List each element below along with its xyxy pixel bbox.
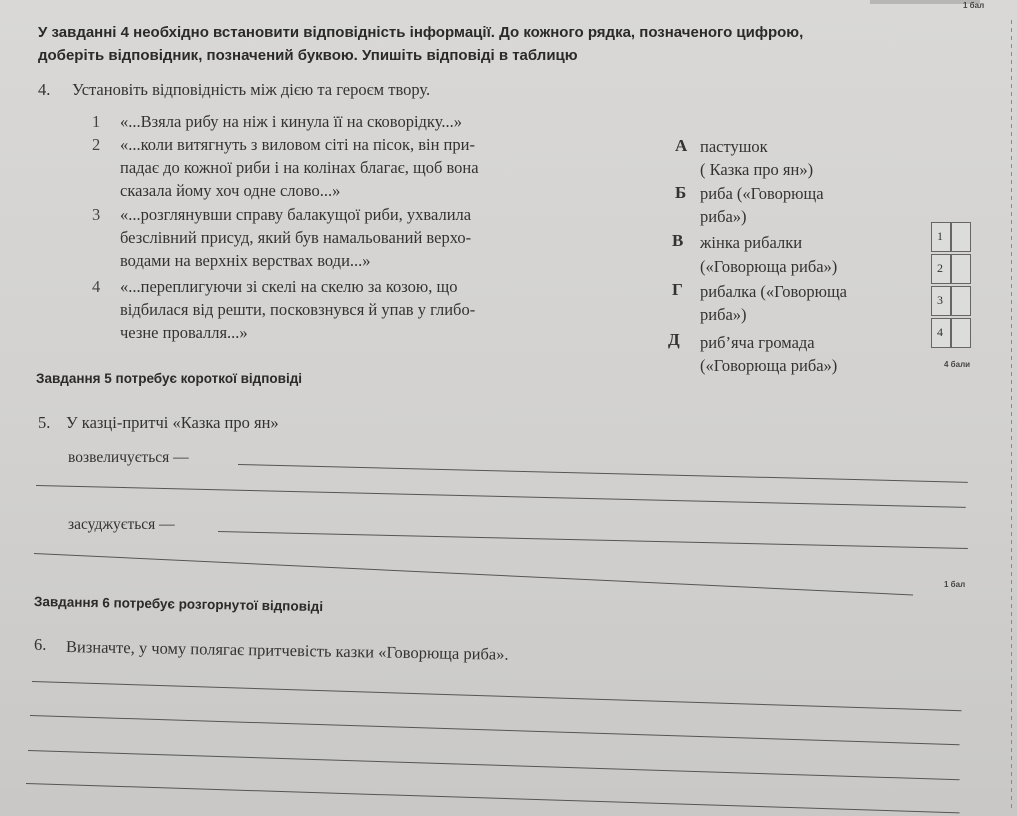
item-4-number: 4 — [92, 277, 101, 296]
task5-answer-line-2[interactable] — [36, 485, 966, 508]
answer-row-4-input[interactable] — [951, 318, 971, 348]
item-1-text: «...Взяла рибу на ніж і кинула її на сковорідку...» — [120, 112, 462, 131]
item-2-line2: падає до кожної риби і на колінах благає, щоб вона — [120, 158, 479, 177]
option-b-line2: риба») — [700, 207, 747, 226]
option-g-line2: риба») — [700, 305, 747, 324]
option-d-line2: («Говорюща риба») — [700, 356, 838, 375]
item-2-number: 2 — [92, 135, 101, 154]
task5-label-exalted: возвеличується — — [68, 449, 189, 466]
task6-answer-line-4[interactable] — [26, 783, 960, 813]
task6-answer-line-1[interactable] — [32, 681, 962, 711]
answer-row-4-number: 4 — [937, 325, 943, 339]
task6-answer-line-3[interactable] — [28, 750, 960, 780]
item-4-line3: чезне провалля...» — [120, 323, 248, 342]
task5-heading: Завдання 5 потребує короткої відповіді — [36, 371, 303, 386]
answer-row-1-number: 1 — [937, 229, 943, 243]
option-d-line1: риб’яча громада — [700, 333, 815, 352]
task4-score: 4 бали — [944, 360, 971, 369]
option-b-letter: Б — [675, 183, 687, 202]
answer-row-2-input[interactable] — [951, 254, 971, 284]
item-3-number: 3 — [92, 205, 101, 224]
item-4-line1: «...переплигуючи зі скелі на скелю за козою, що — [120, 277, 458, 296]
item-2-line1: «...коли витягнуть з виловом сіті на пісок, він при- — [120, 135, 475, 154]
task5-number: 5. — [38, 413, 51, 432]
option-a-letter: А — [675, 136, 688, 155]
option-a-line2: ( Казка про ян») — [700, 160, 814, 179]
answer-row-2-number: 2 — [937, 261, 943, 275]
item-1-number: 1 — [92, 112, 101, 131]
answer-row-3-number: 3 — [937, 293, 943, 307]
task5-label-condemned: засуджується — — [68, 516, 175, 533]
task4-number: 4. — [38, 80, 51, 99]
option-g-letter: Г — [672, 280, 683, 299]
task6-answer-line-2[interactable] — [30, 715, 960, 745]
task4-question: Установіть відповідність між дією та героєм твору. — [72, 80, 431, 99]
item-3-line1: «...розглянувши справу балакущої риби, ухвалила — [120, 205, 472, 224]
option-v-letter: В — [672, 231, 684, 250]
item-3-line3: водами на верхніх верствах води...» — [120, 251, 371, 270]
answer-row-1-input[interactable] — [951, 222, 971, 252]
task5-answer-line-1[interactable] — [238, 464, 968, 483]
item-4-line2: відбилася від решти, посковзнувся й упав у глибо- — [120, 300, 476, 319]
page-edge-perforation — [1011, 20, 1012, 810]
option-b-line1: риба («Говорюща — [700, 184, 824, 203]
option-g-line1: рибалка («Говорюща — [700, 282, 848, 301]
top-score: 1 бал — [963, 1, 985, 10]
option-v-line2: («Говорюща риба») — [700, 257, 838, 276]
task4-instruction-line1: У завданні 4 необхідно встановити відповідність інформації. До кожного рядка, позначеного цифрою, — [38, 24, 804, 41]
task5-question: У казці-притчі «Казка про ян» — [66, 413, 279, 432]
option-d-letter: Д — [668, 330, 680, 349]
task5-score: 1 бал — [944, 580, 966, 589]
task6-number: 6. — [34, 635, 47, 654]
task5-answer-line-4[interactable] — [34, 553, 913, 595]
item-3-line2: безслівний присуд, який був намальований верхо- — [120, 228, 472, 247]
option-a-line1: пастушок — [700, 137, 768, 156]
option-v-line1: жінка рибалки — [700, 233, 803, 252]
task6-question: Визначте, у чому полягає притчевість казки «Говорюща риба». — [65, 637, 509, 664]
task4-instruction-line2: доберіть відповідник, позначений буквою. Упишіть відповіді в таблицю — [38, 47, 578, 64]
task6-heading: Завдання 6 потребує розгорнутої відповіді — [33, 594, 324, 615]
answer-row-3-input[interactable] — [951, 286, 971, 316]
task5-answer-line-3[interactable] — [218, 531, 968, 549]
item-2-line3: сказала йому хоч одне слово...» — [120, 181, 341, 200]
